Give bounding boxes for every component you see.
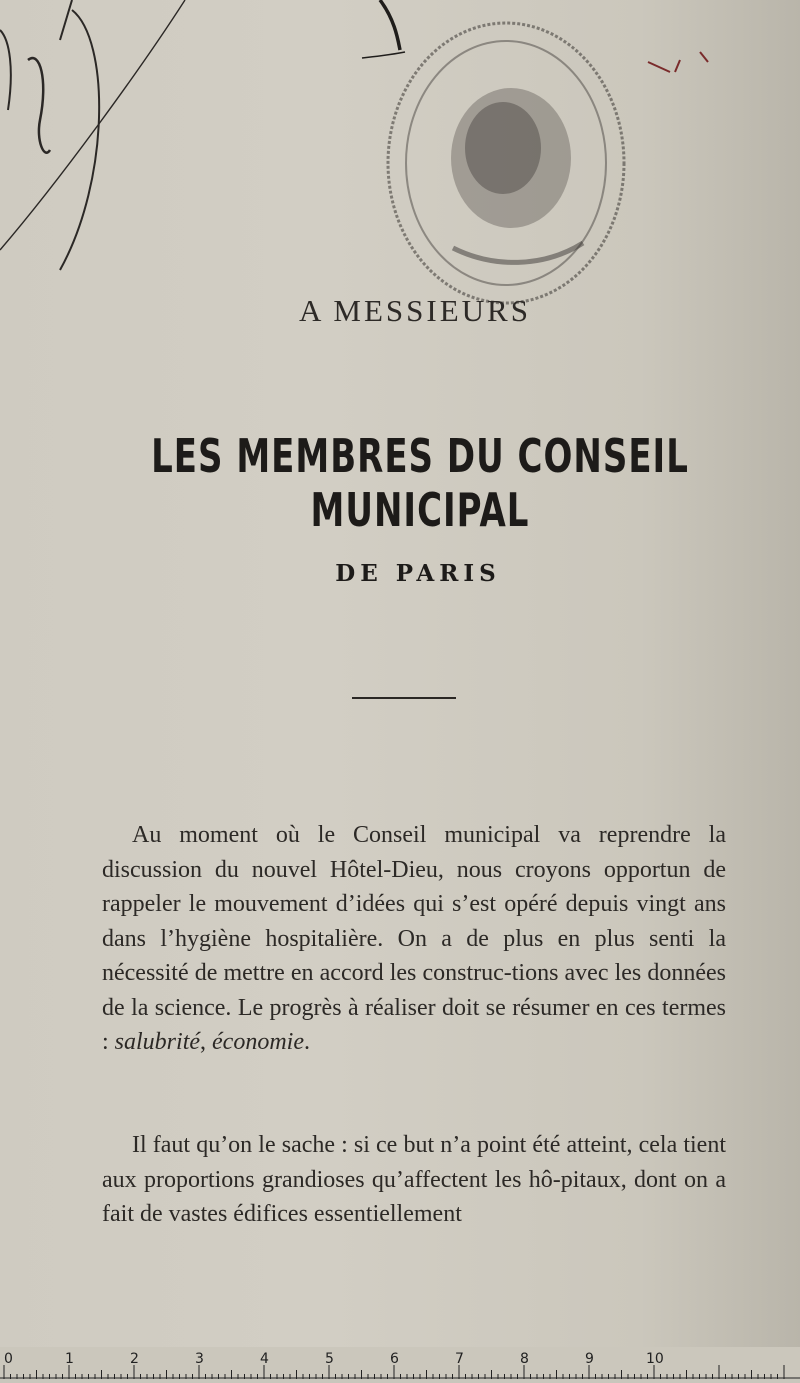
- salutation: A MESSIEURS: [299, 293, 531, 328]
- ruler-label: 7: [455, 1351, 464, 1367]
- divider: [352, 697, 456, 699]
- paragraph-1-end: .: [303, 1029, 310, 1055]
- paragraph-1-text: Au moment où le Conseil municipal va reprendre la discussion du nouvel Hôtel-Dieu, nous croyons opportun de rappeler le mouvement d’idées qui s’est opéré depuis vingt ans dans l’hygiène hospitalière. On a de plus en plus senti la nécessité de mettre en accord les construc-tions avec les données de la science. Le progrès à réaliser doit se résumer en ces termes :: [102, 822, 726, 1055]
- paragraph-2-text: Il faut qu’on le sache : si ce but n’a point été atteint, cela tient aux proportions grandioses qu’affectent les hô-pitaux, dont on a fait de vastes édifices essentiellement: [102, 1132, 726, 1227]
- paragraph-1: [102, 818, 726, 1060]
- page-subtitle: DE PARIS: [335, 560, 501, 587]
- ruler-label: 0: [4, 1351, 13, 1367]
- ruler-ticks: [0, 1347, 800, 1379]
- ruler-label: 1: [65, 1351, 74, 1367]
- ruler-label: 4: [260, 1351, 269, 1367]
- page-title: LES MEMBRES DU CONSEIL MUNICIPAL: [151, 430, 689, 538]
- ruler-label: 10: [646, 1351, 664, 1367]
- ruler-label: 9: [585, 1351, 594, 1367]
- italic-term-salubrite: salubrité: [114, 1029, 201, 1055]
- separator: ,: [200, 1029, 213, 1055]
- italic-term-economie: économie: [212, 1029, 304, 1055]
- measurement-ruler: [0, 1347, 800, 1379]
- ruler-label: 3: [195, 1351, 204, 1367]
- ruler-label: 5: [325, 1351, 334, 1367]
- ruler-label: 2: [130, 1351, 139, 1367]
- ruler-label: 8: [520, 1351, 529, 1367]
- library-stamp-icon: [383, 18, 629, 308]
- paragraph-2: [102, 1128, 726, 1232]
- ruler-label: 6: [390, 1351, 399, 1367]
